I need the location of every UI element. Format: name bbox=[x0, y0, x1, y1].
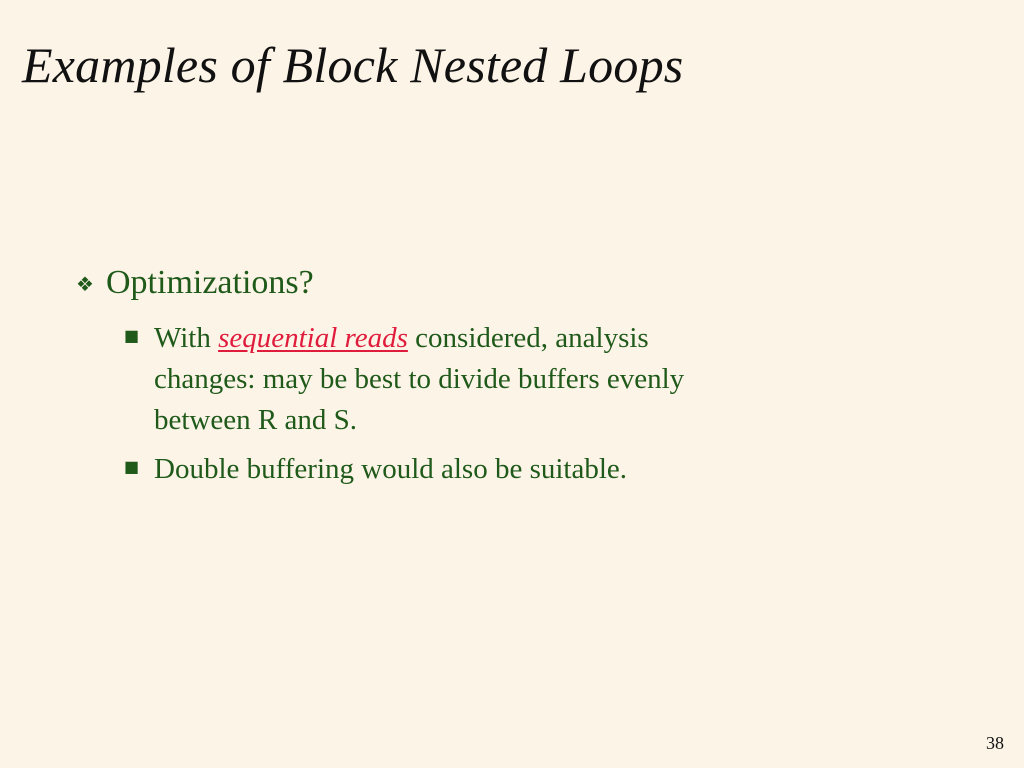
sub-bullet-line1-rest: considered, analysis bbox=[407, 322, 649, 354]
sub-bullet-line2: changes: may be best to divide buffers evenly bbox=[154, 363, 685, 395]
diamond-bullet-icon: ❖ bbox=[76, 272, 94, 296]
square-bullet-icon: ■ bbox=[124, 457, 140, 476]
sub-bullet-line3: between R and S. bbox=[154, 404, 357, 436]
page-number: 38 bbox=[986, 733, 1004, 753]
sub-bullet-prefix: With bbox=[154, 322, 219, 354]
main-bullet-text: Optimizations? bbox=[106, 264, 314, 301]
sub-bullet-text bbox=[154, 318, 884, 441]
sub-bullet-text: Double buffering would also be suitable. bbox=[154, 453, 628, 485]
sequential-reads-link[interactable]: sequential reads bbox=[218, 322, 408, 354]
main-bullet bbox=[76, 264, 314, 302]
square-bullet-icon: ■ bbox=[124, 326, 140, 345]
slide-title: Examples of Block Nested Loops bbox=[22, 37, 684, 93]
sub-bullet-list bbox=[124, 318, 884, 498]
sub-bullet-sequential-reads bbox=[124, 318, 884, 441]
sub-bullet-double-buffering bbox=[124, 449, 884, 490]
